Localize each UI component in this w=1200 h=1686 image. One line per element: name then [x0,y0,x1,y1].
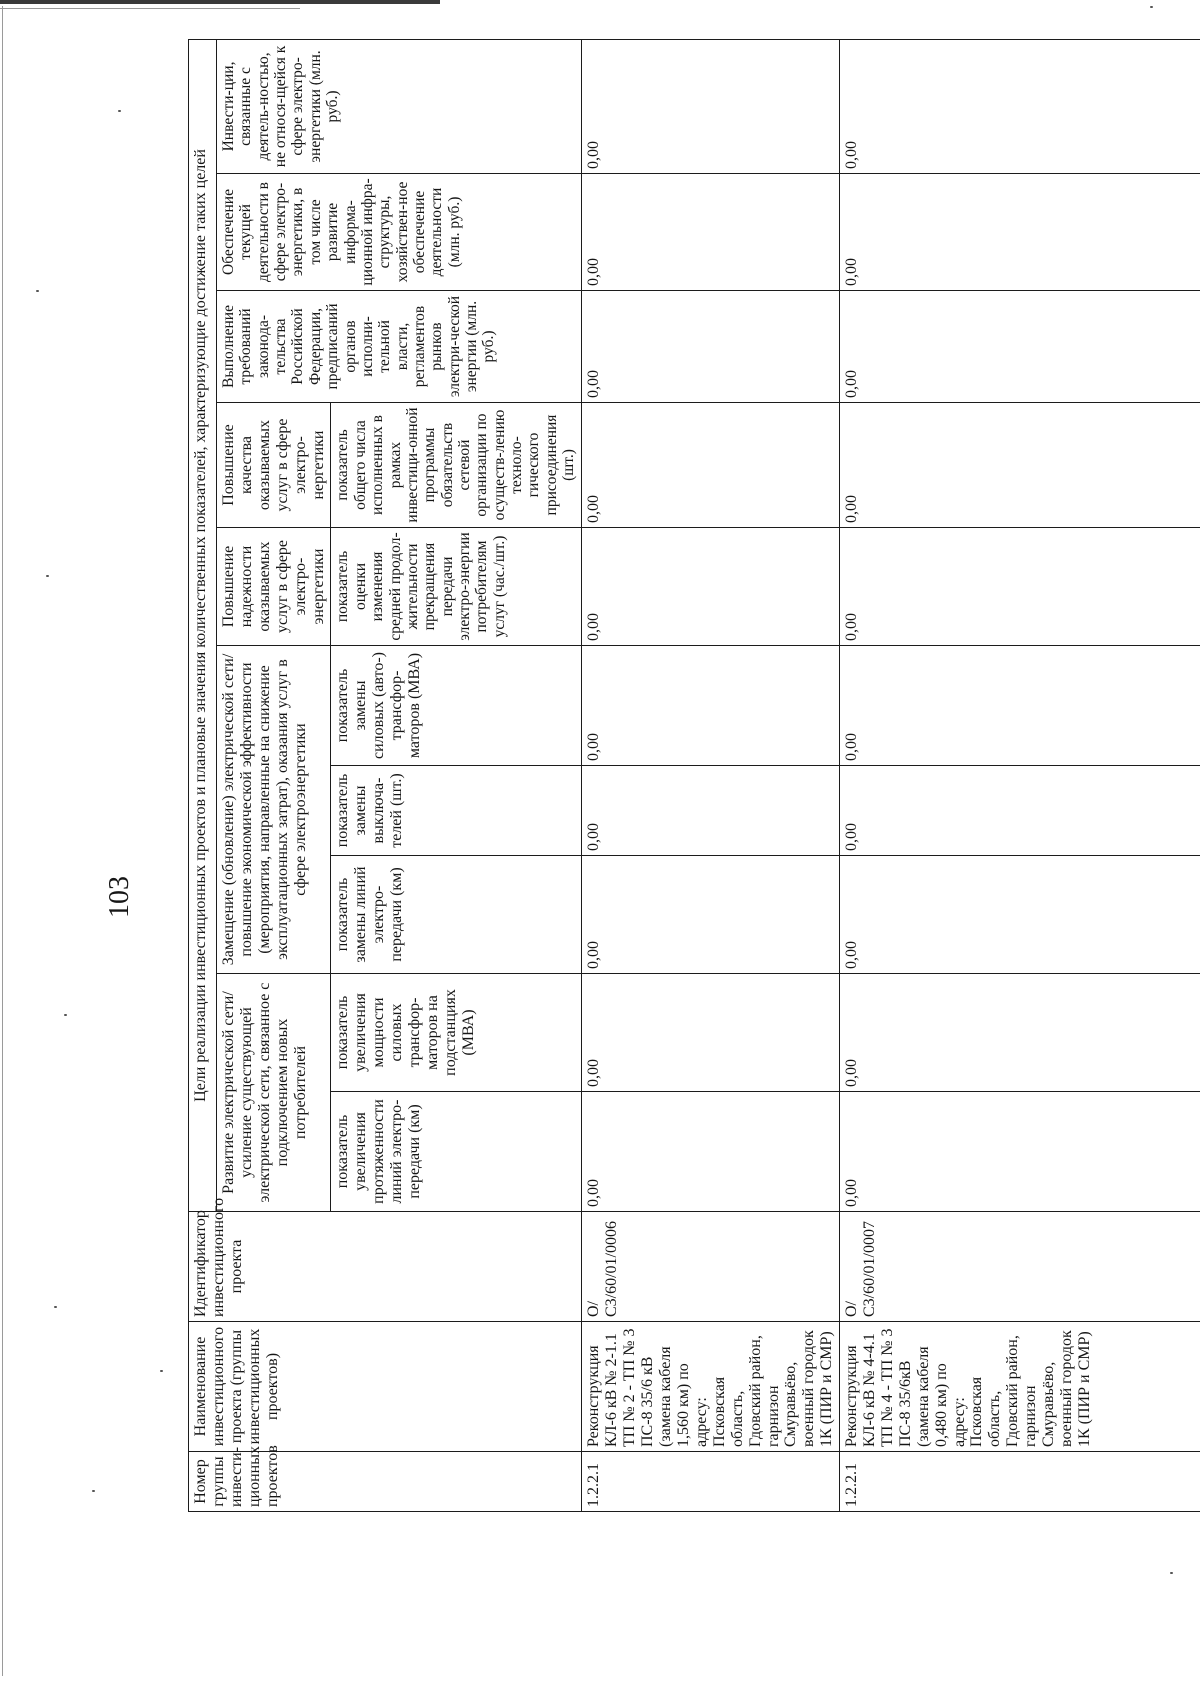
scan-speck [92,1490,95,1492]
row-value: 0,00 [582,646,840,766]
table-row [840,39,1200,1511]
row-project-name: Реконструкция КЛ-6 кВ № 2-1.1 ТП № 2 - ТП № 3 ПС-8 35/6 кВ (замена кабеля 1,560 км) по адресу: Псковская область, Гдовский район, гарнизон Смуравьёво, военный городок 1К (ПИР и СМР) [582,1322,840,1452]
scan-edge-left [2,6,3,1676]
row-value: 0,00 [582,1092,840,1212]
row-project-id: О/С3/60/01/0007 [840,1212,1200,1322]
page-number: 103 [104,876,135,918]
row-number: 1.2.2.1 [582,1452,840,1512]
header-quality: Повышение качества оказываемых услуг в сфере электро-нергетики [217,403,331,528]
row-value: 0,00 [582,528,840,646]
scan-edge-line [0,8,300,9]
header-name: Наименование инвестиционного проекта (группы инвестиционных проектов) [189,1322,582,1452]
row-value: 0,00 [840,856,1200,974]
subheader-transformer-replacement: показатель замены силовых (авто-) трансфор-маторов (МВА) [331,646,582,766]
row-value: 0,00 [582,403,840,528]
row-value: 0,00 [582,39,840,173]
scan-speck [46,575,49,577]
row-value: 0,00 [582,766,840,856]
row-value: 0,00 [840,1092,1200,1212]
row-value: 0,00 [582,856,840,974]
subheader-outage: показатель оценки изменения средней продол-жительности прекращения передачи электро-энергии потребителям услуг (час./шт.) [331,528,582,646]
row-value: 0,00 [840,646,1200,766]
subheader-transformer-power: показатель увеличения мощности силовых трансфор-маторов на подстанциях (МВА) [331,974,582,1092]
investment-goals-table [188,39,1200,1512]
scan-edge-top [0,0,440,4]
subheader-obligations: показатель общего числа исполненных в рамках инвестици-онной программы обязательств сетевой организации по осуществ-лению техноло-гического присоединения (шт.) [331,403,582,528]
scan-speck [54,1306,57,1308]
scan-speck [36,290,39,292]
row-value: 0,00 [840,174,1200,291]
row-value: 0,00 [582,974,840,1092]
row-value: 0,00 [840,403,1200,528]
subheader-line-replacement: показатель замены линий электро-передачи (км) [331,856,582,974]
header-other: Инвести-ции, связанные с деятель-ностью, не относя-щейся к сфере электро-энергетики (млн. руб.) [217,39,582,173]
header-replacement: Замещение (обновление) электрической сети/повышение экономической эффективности (мероприятия, направленные на снижение эксплуатационных затрат), оказания услуг в сфере электроэнергетики [217,646,331,974]
scan-speck [64,1014,67,1016]
header-development: Развитие электрической сети/усиление существующей электрической сети, связанное с подключением новых потребителей [217,974,331,1212]
scan-speck [1170,1572,1173,1574]
row-number: 1.2.2.1 [840,1452,1200,1512]
row-value: 0,00 [840,974,1200,1092]
row-value: 0,00 [840,766,1200,856]
row-value: 0,00 [582,174,840,291]
header-goals: Цели реализации инвестиционных проектов и плановые значения количественных показателей, характеризующие достижение таких целей [189,39,217,1211]
scan-speck [1150,6,1153,8]
header-id: Идентификатор инвестиционного проекта [189,1212,582,1322]
row-value: 0,00 [840,528,1200,646]
subheader-lines-length: показатель увеличения протяженности линий электро-передачи (км) [331,1092,582,1212]
header-reliability: Повышение надежности оказываемых услуг в сфере электро-энергетики [217,528,331,646]
row-value: 0,00 [840,39,1200,173]
row-project-id: О/С3/60/01/0006 [582,1212,840,1322]
scan-speck [118,110,121,112]
rotated-sheet [188,40,1200,1512]
subheader-switches: показатель замены выключа-телей (шт.) [331,766,582,856]
header-legal: Выполнение требований законода-тельства Российской Федерации, предписаний органов исполни-тельной власти, регламентов рынков электри-ческой энергии (млн. руб.) [217,291,582,403]
table-row [582,39,840,1511]
header-current: Обеспечение текущей деятельности в сфере электро-энергетики, в том числе развитие информа-ционной инфра-структуры, хозяйствен-ное обеспечение деятельности (млн. руб.) [217,174,582,291]
row-value: 0,00 [582,291,840,403]
header-number: Номер группы инвести-ционных проектов [189,1452,582,1512]
row-project-name: Реконструкция КЛ-6 кВ № 4-4.1 ТП № 4 - ТП № 3 ПС-8 35/6кВ (замена кабеля 0,480 км) по адресу: Псковская область, Гдовский район, гарнизон Смуравьёво, военный городок 1К (ПИР и СМР) [840,1322,1200,1452]
scan-speck [160,1370,163,1372]
row-value: 0,00 [840,291,1200,403]
